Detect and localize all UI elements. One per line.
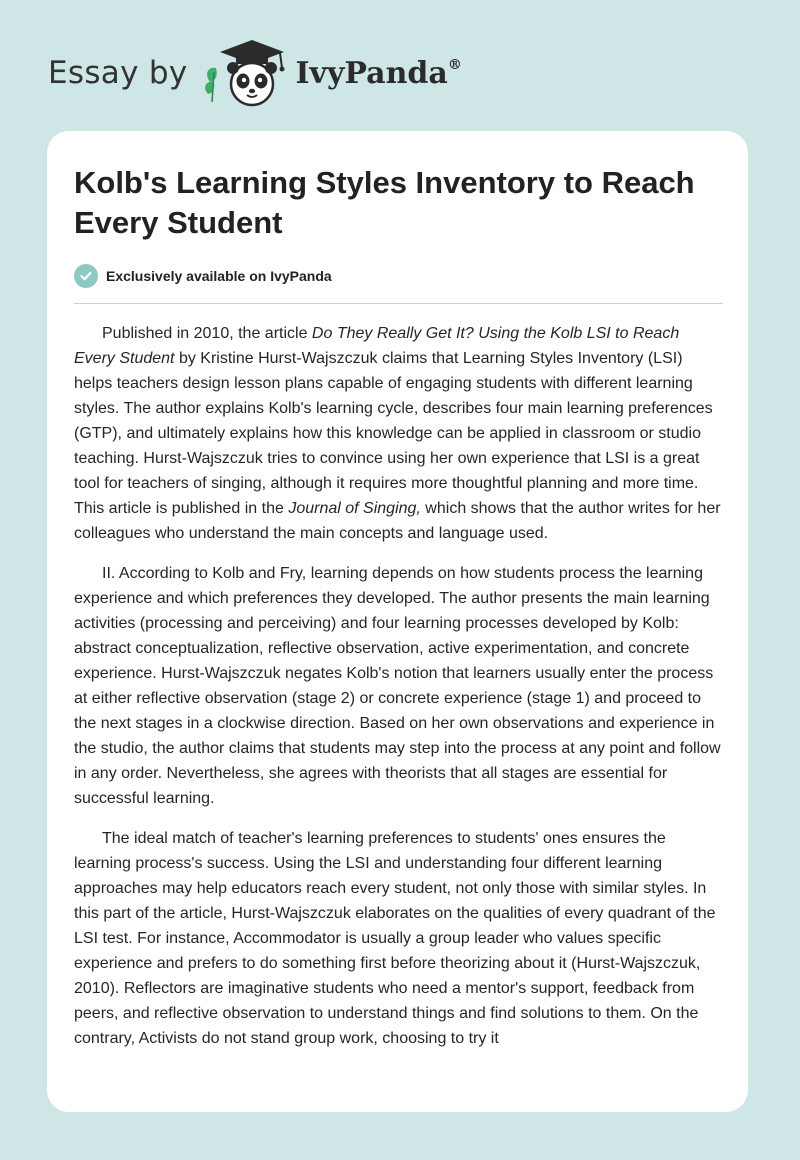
registered-mark: ®	[447, 56, 462, 73]
check-circle-icon	[74, 264, 98, 288]
site-header	[48, 38, 748, 108]
article-title-italic: Do They Really Get It? Using the Kolb LSI to Reach Every Student	[74, 325, 680, 367]
essay-body	[74, 321, 724, 1066]
exclusive-label: Exclusively available on IvyPanda	[106, 268, 332, 284]
essay-title: Kolb's Learning Styles Inventory to Reach Every Student	[74, 165, 695, 240]
ivypanda-logo-icon[interactable]	[202, 38, 292, 108]
journal-title-italic: Journal of Singing,	[288, 500, 421, 517]
essay-by-label: Essay by	[48, 55, 188, 91]
paragraph-3: The ideal match of teacher's learning preferences to students' ones ensures the learning process's success. Using the LSI and understanding four different learning approaches may help educators reach every student, not only those with similar styles. In this part of the article, Hurst-Wajszczuk elaborates on the qualities of every quadrant of the LSI test. For instance, Accommodator is usually a group leader who values specific experience and prefers to do something first before theorizing about it (Hurst-Wajszczuk, 2010). Reflectors are imaginative students who need a mentor's support, feedback from peers, and reflective observation to understand things and find solutions to them. On the contrary, Activists do not stand group work, choosing to try it	[74, 830, 716, 1047]
paragraph-1: Published in 2010, the article Do They Really Get It? Using the Kolb LSI to Reach Every Student by Kristine Hurst-Wajszczuk claims that Learning Styles Inventory (LSI) helps teachers design lesson plans capable of engaging students with different learning styles. The author explains Kolb's learning cycle, describes four main learning preferences (GTP), and ultimately explains how this knowledge can be applied in classroom or studio teaching. Hurst-Wajszczuk tries to convince using her own experience that LSI is a great tool for teachers of singing, although it requires more thoughtful planning and more time. This article is published in the Journal of Singing, which shows that the author writes for her colleagues who understand the main concepts and language used.	[74, 325, 721, 542]
essay-card	[47, 131, 748, 1112]
brand-name: IvyPanda®	[295, 55, 462, 91]
paragraph-2: II. According to Kolb and Fry, learning depends on how students process the learning experience and which preferences they developed. The author presents the main learning activities (processing and perceiving) and four learning processes developed by Kolb: abstract conceptualization, reflective observation, active experimentation, and concrete experience. Hurst-Wajszczuk negates Kolb's notion that learners usually enter the process at either reflective observation (stage 2) or concrete experience (stage 1) and proceed to the next stages in a clockwise direction. Based on her own observations and experience in the studio, the author claims that students may step into the process at any point and follow in any order. Nevertheless, she agrees with theorists that all stages are essential for successful learning.	[74, 565, 721, 807]
exclusive-badge	[74, 264, 332, 288]
divider	[74, 303, 723, 304]
